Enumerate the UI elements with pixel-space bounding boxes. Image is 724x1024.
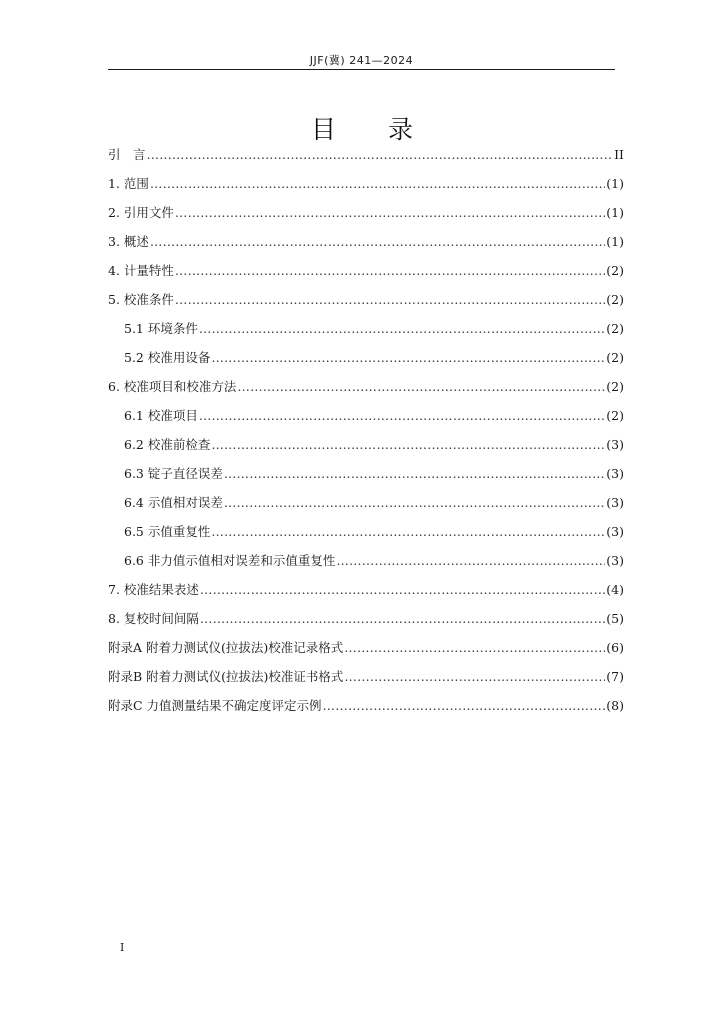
toc-entry-page: (2) bbox=[606, 263, 624, 278]
toc-entry-text: 6.4 示值相对误差 bbox=[124, 495, 223, 510]
toc-entry-dolly-diameter-error[interactable] bbox=[108, 464, 624, 493]
toc-entry-page: (3) bbox=[606, 437, 624, 452]
toc-leader-dots bbox=[344, 667, 605, 687]
toc-entry-environment-conditions[interactable] bbox=[108, 319, 624, 348]
toc-entry-page: (8) bbox=[606, 698, 624, 713]
toc-entry-calibration-items[interactable] bbox=[108, 406, 624, 435]
toc-entry-text: 引 言 bbox=[108, 147, 146, 162]
toc-entry-references[interactable] bbox=[108, 203, 624, 232]
toc-title: 目 录 bbox=[311, 115, 435, 144]
toc-entry-calibration-conditions[interactable] bbox=[108, 290, 624, 319]
toc-entry-text: 5. 校准条件 bbox=[108, 292, 174, 307]
toc-entry-page: (4) bbox=[606, 582, 624, 597]
toc-entry-page: (6) bbox=[606, 640, 624, 655]
toc-entry-page: (1) bbox=[606, 205, 624, 220]
toc-entry-page: (3) bbox=[606, 524, 624, 539]
toc-entry-page: (3) bbox=[606, 553, 624, 568]
toc-entry-appendix-c[interactable] bbox=[108, 696, 624, 725]
table-of-contents bbox=[108, 145, 624, 725]
toc-leader-dots bbox=[200, 580, 605, 600]
toc-entry-pre-calibration-check[interactable] bbox=[108, 435, 624, 464]
toc-leader-dots bbox=[150, 232, 605, 252]
toc-leader-dots bbox=[336, 551, 605, 571]
toc-entry-text: 2. 引用文件 bbox=[108, 205, 174, 220]
toc-entry-appendix-b[interactable] bbox=[108, 667, 624, 696]
toc-entry-introduction[interactable] bbox=[108, 145, 624, 174]
toc-leader-dots bbox=[147, 145, 614, 165]
toc-entry-page: (5) bbox=[606, 611, 624, 626]
toc-entry-text: 7. 校准结果表述 bbox=[108, 582, 199, 597]
toc-leader-dots bbox=[175, 203, 605, 223]
toc-entry-page: (7) bbox=[606, 669, 624, 684]
toc-entry-text: 6.5 示值重复性 bbox=[124, 524, 211, 539]
toc-entry-calibration-results[interactable] bbox=[108, 580, 624, 609]
toc-leader-dots bbox=[211, 348, 605, 368]
toc-leader-dots bbox=[200, 609, 605, 629]
toc-entry-text: 6.2 校准前检查 bbox=[124, 437, 211, 452]
toc-entry-page: (1) bbox=[606, 234, 624, 249]
toc-entry-indication-repeatability[interactable] bbox=[108, 522, 624, 551]
toc-entry-appendix-a[interactable] bbox=[108, 638, 624, 667]
toc-entry-indication-relative-error[interactable] bbox=[108, 493, 624, 522]
toc-entry-scope[interactable] bbox=[108, 174, 624, 203]
toc-leader-dots bbox=[175, 261, 605, 281]
toc-entry-page: (3) bbox=[606, 466, 624, 481]
toc-entry-text: 1. 范围 bbox=[108, 176, 149, 191]
toc-leader-dots bbox=[323, 696, 606, 716]
page-number: I bbox=[120, 941, 125, 954]
toc-leader-dots bbox=[344, 638, 605, 658]
toc-entry-non-force-indication[interactable] bbox=[108, 551, 624, 580]
toc-entry-overview[interactable] bbox=[108, 232, 624, 261]
toc-leader-dots bbox=[224, 464, 605, 484]
toc-entry-text: 3. 概述 bbox=[108, 234, 149, 249]
toc-leader-dots bbox=[211, 435, 605, 455]
toc-entry-text: 8. 复校时间间隔 bbox=[108, 611, 199, 626]
toc-entry-text: 附录B 附着力测试仪(拉拔法)校准证书格式 bbox=[108, 669, 344, 684]
toc-entry-metrological-characteristics[interactable] bbox=[108, 261, 624, 290]
toc-entry-page: (2) bbox=[606, 350, 624, 365]
toc-entry-text: 附录A 附着力测试仪(拉拔法)校准记录格式 bbox=[108, 640, 344, 655]
toc-entry-page: (2) bbox=[606, 408, 624, 423]
toc-leader-dots bbox=[199, 319, 605, 339]
toc-entry-page: II bbox=[614, 147, 624, 162]
toc-entry-page: (3) bbox=[606, 495, 624, 510]
toc-entry-text: 5.1 环境条件 bbox=[124, 321, 198, 336]
toc-entry-text: 4. 计量特性 bbox=[108, 263, 174, 278]
toc-leader-dots bbox=[224, 493, 605, 513]
toc-entry-recalibration-interval[interactable] bbox=[108, 609, 624, 638]
toc-entry-text: 6.1 校准项目 bbox=[124, 408, 198, 423]
toc-entry-calibration-items-methods[interactable] bbox=[108, 377, 624, 406]
toc-leader-dots bbox=[211, 522, 605, 542]
toc-entry-page: (2) bbox=[606, 379, 624, 394]
toc-entry-text: 5.2 校准用设备 bbox=[124, 350, 211, 365]
toc-leader-dots bbox=[199, 406, 605, 426]
toc-entry-page: (2) bbox=[606, 321, 624, 336]
toc-leader-dots bbox=[175, 290, 605, 310]
toc-entry-text: 6.6 非力值示值相对误差和示值重复性 bbox=[124, 553, 336, 568]
document-header: JJF(冀) 241—2024 bbox=[309, 54, 414, 67]
toc-entry-page: (2) bbox=[606, 292, 624, 307]
toc-leader-dots bbox=[150, 174, 605, 194]
header-divider bbox=[108, 69, 615, 70]
toc-entry-text: 6.3 锭子直径误差 bbox=[124, 466, 223, 481]
toc-entry-text: 附录C 力值测量结果不确定度评定示例 bbox=[108, 698, 322, 713]
toc-entry-text: 6. 校准项目和校准方法 bbox=[108, 379, 237, 394]
toc-leader-dots bbox=[237, 377, 605, 397]
toc-entry-calibration-equipment[interactable] bbox=[108, 348, 624, 377]
toc-entry-page: (1) bbox=[606, 176, 624, 191]
